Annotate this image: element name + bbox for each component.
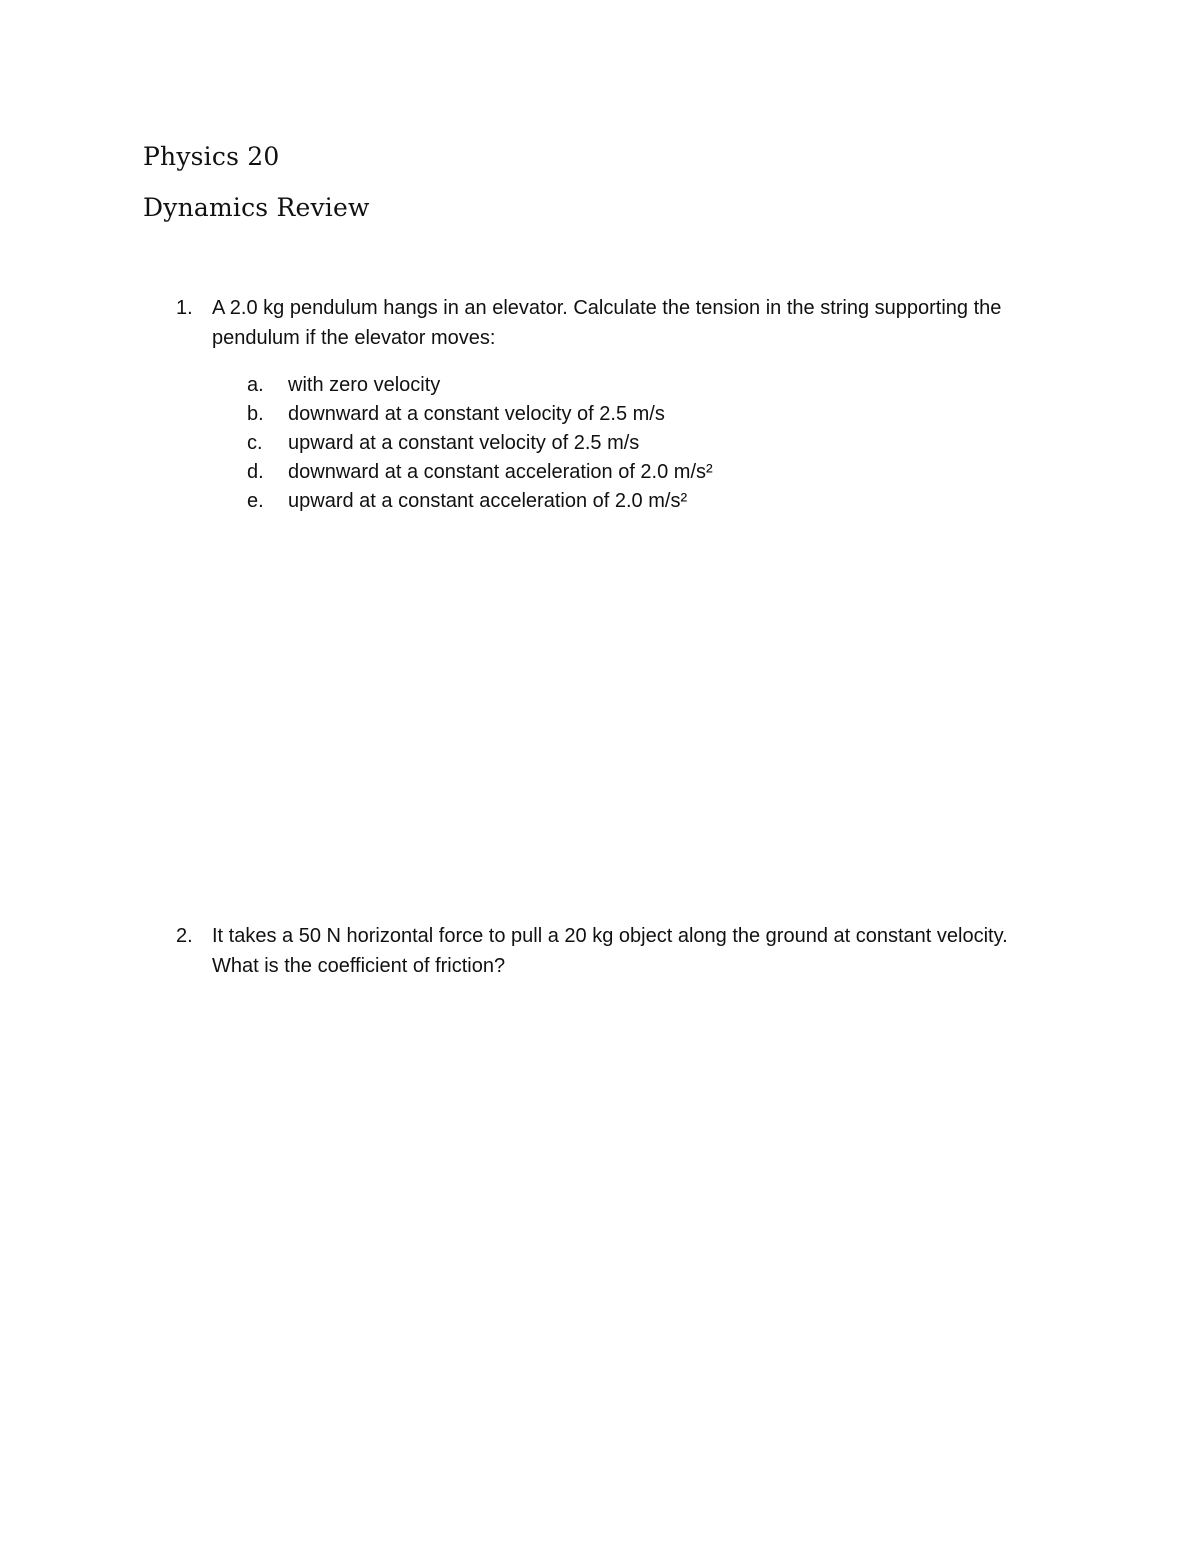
part-letter: c.: [247, 432, 263, 454]
part-letter: d.: [247, 461, 264, 483]
part-letter: e.: [247, 490, 264, 512]
topic-title: Dynamics Review: [143, 193, 370, 222]
question-part-b: [0, 400, 1200, 429]
question-part-a: [0, 371, 1200, 400]
question-part-c: [0, 429, 1200, 458]
part-letter: b.: [247, 403, 264, 425]
part-text: downward at a constant velocity of 2.5 m/s: [288, 403, 665, 425]
part-text: upward at a constant velocity of 2.5 m/s: [288, 432, 640, 454]
question-part-e: [0, 487, 1200, 516]
course-title: Physics 20: [143, 142, 280, 171]
question-text: It takes a 50 N horizontal force to pull a 20 kg object along the ground at constant velocity. What is the coefficient of friction?: [212, 925, 1008, 977]
question-part-d: [0, 458, 1200, 487]
part-letter: a.: [247, 374, 264, 396]
question-number: 2.: [176, 925, 193, 947]
part-text: with zero velocity: [288, 374, 441, 396]
part-text: downward at a constant acceleration of 2.0 m/s²: [288, 461, 713, 483]
question-text: A 2.0 kg pendulum hangs in an elevator. Calculate the tension in the string supporting the pendulum if the elevator moves:: [212, 297, 1002, 349]
part-text: upward at a constant acceleration of 2.0 m/s²: [288, 490, 688, 512]
question-number: 1.: [176, 297, 193, 319]
question-1-parts: [0, 371, 1200, 516]
